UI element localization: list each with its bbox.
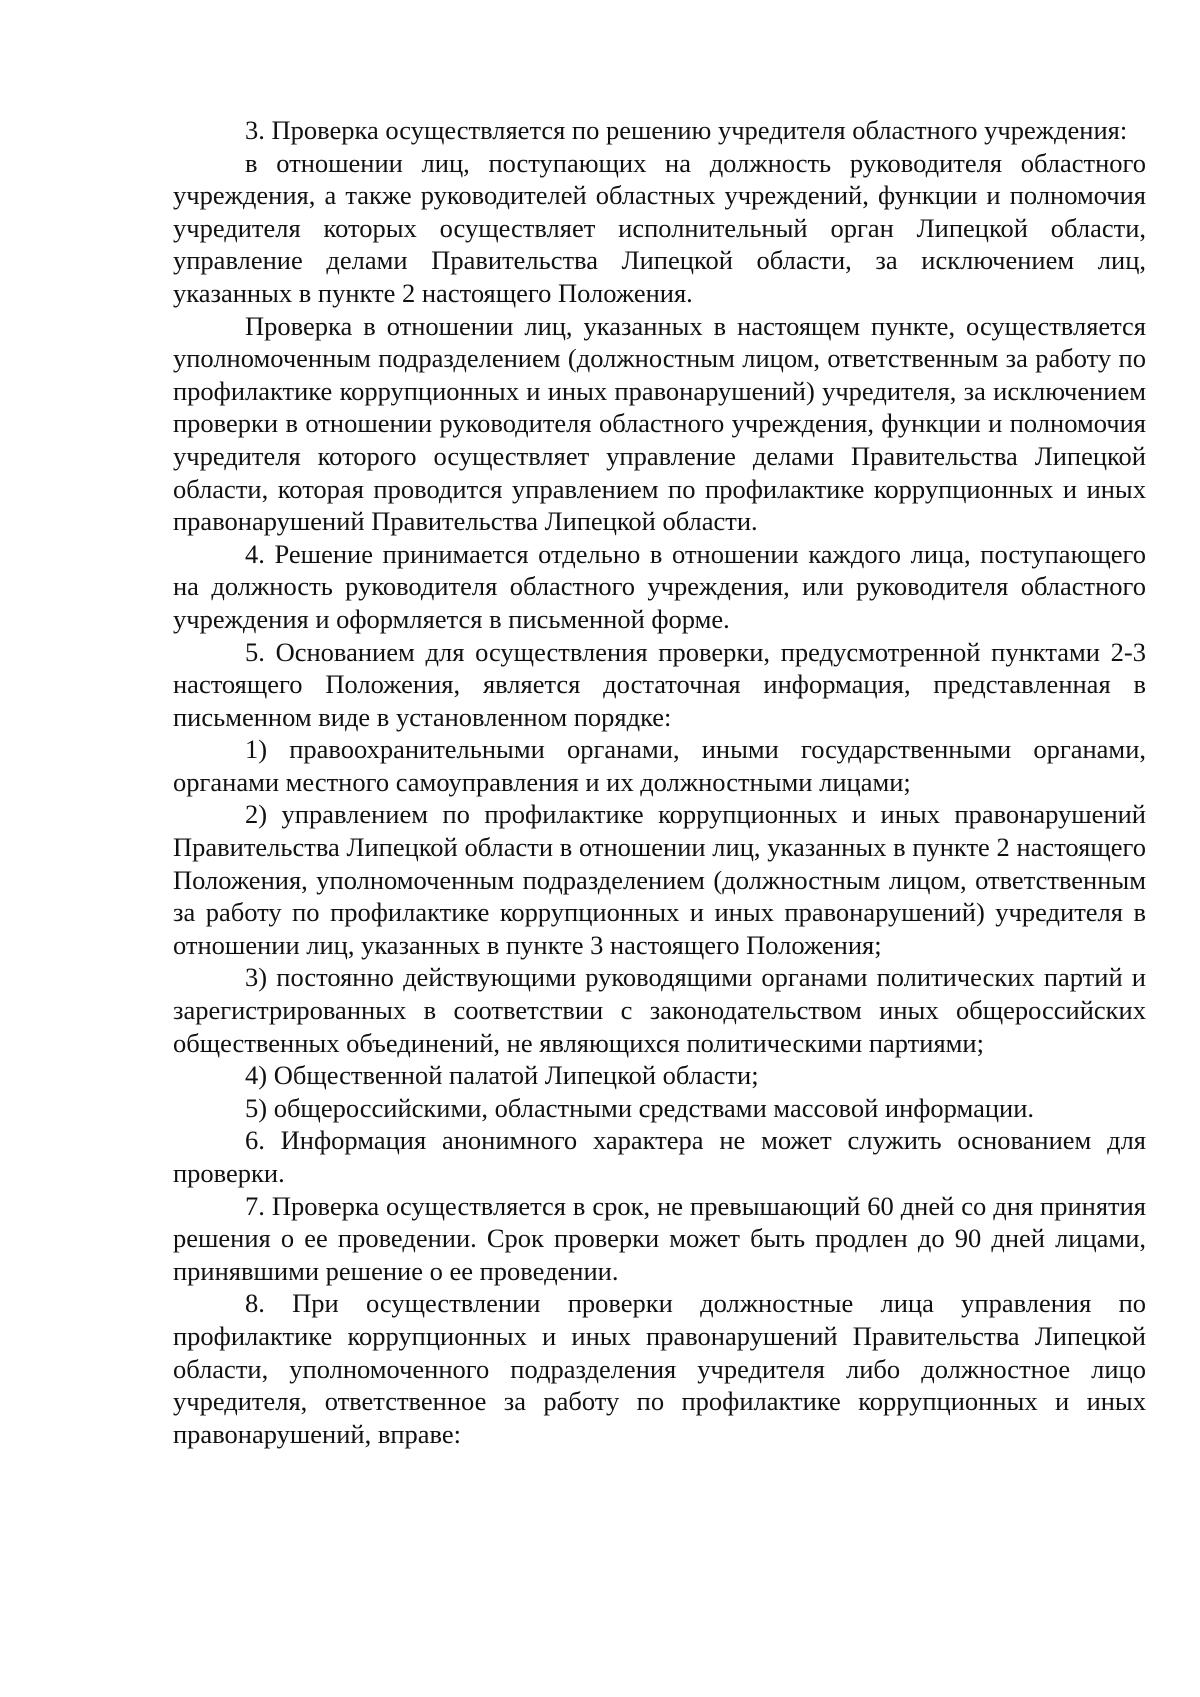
paragraph-8: 8. При осуществлении проверки должностные лица управления по профилактике коррупционных и иных правонарушений Правительства Липецкой области, уполномоченного подразделения учредителя либо должностное лицо учредителя, ответственное за работу по профилактике коррупционных и иных правонарушений, вправе: xyxy=(173,1288,1146,1449)
paragraph-5: 5. Основанием для осуществления проверки, предусмотренной пунктами 2-3 настоящего Положения, является достаточная информация, представленная в письменном виде в установленном порядке: xyxy=(173,636,1146,732)
paragraph-6: 6. Информация анонимного характера не может служить основанием для проверки. xyxy=(173,1125,1146,1188)
paragraph-3-performer: Проверка в отношении лиц, указанных в настоящем пункте, осуществляется уполномоченным подразделением (должностным лицом, ответственным за работу по профилактике коррупционных и иных правонарушений) учредителя, за исключением проверки в отношении руководителя областного учреждения, функции и полномочия учредителя которого осуществляет управление делами Правительства Липецкой области, которая проводится управлением по профилактике коррупционных и иных правонарушений Правительства Липецкой области. xyxy=(173,310,1146,537)
paragraph-5-item-4: 4) Общественной палатой Липецкой области; xyxy=(245,1060,759,1091)
paragraph-4: 4. Решение принимается отдельно в отношении каждого лица, поступающего на должность руководителя областного учреждения, или руководителя областного учреждения и оформляется в письменной форме. xyxy=(173,538,1146,634)
document-body xyxy=(173,114,1146,1450)
paragraph-5-item-3: 3) постоянно действующими руководящими органами политических партий и зарегистрированных в соответствии с законодательством иных общероссийских общественных объединений, не являющихся политическими партиями; xyxy=(173,962,1146,1058)
paragraph-3: 3. Проверка осуществляется по решению учредителя областного учреждения: xyxy=(245,115,1128,145)
paragraph-3-scope: в отношении лиц, поступающих на должность руководителя областного учреждения, а также руководителей областных учреждений, функции и полномочия учредителя которых осуществляет исполнительный орган Липецкой области, управление делами Правительства Липецкой области, за исключением лиц, указанных в пункте 2 настоящего Положения. xyxy=(173,147,1146,308)
paragraph-5-item-5: 5) общероссийскими, областными средствами массовой информации. xyxy=(245,1092,1035,1123)
paragraph-7: 7. Проверка осуществляется в срок, не превышающий 60 дней со дня принятия решения о ее проведении. Срок проверки может быть продлен до 90 дней лицами, принявшими решение о ее проведении. xyxy=(173,1190,1146,1286)
paragraph-5-item-1: 1) правоохранительными органами, иными государственными органами, органами местного самоуправления и их должностными лицами; xyxy=(173,734,1146,797)
paragraph-5-item-2: 2) управлением по профилактике коррупционных и иных правонарушений Правительства Липецкой области в отношении лиц, указанных в пункте 2 настоящего Положения, уполномоченным подразделением (должностным лицом, ответственным за работу по профилактике коррупционных и иных правонарушений) учредителя в отношении лиц, указанных в пункте 3 настоящего Положения; xyxy=(173,799,1146,960)
